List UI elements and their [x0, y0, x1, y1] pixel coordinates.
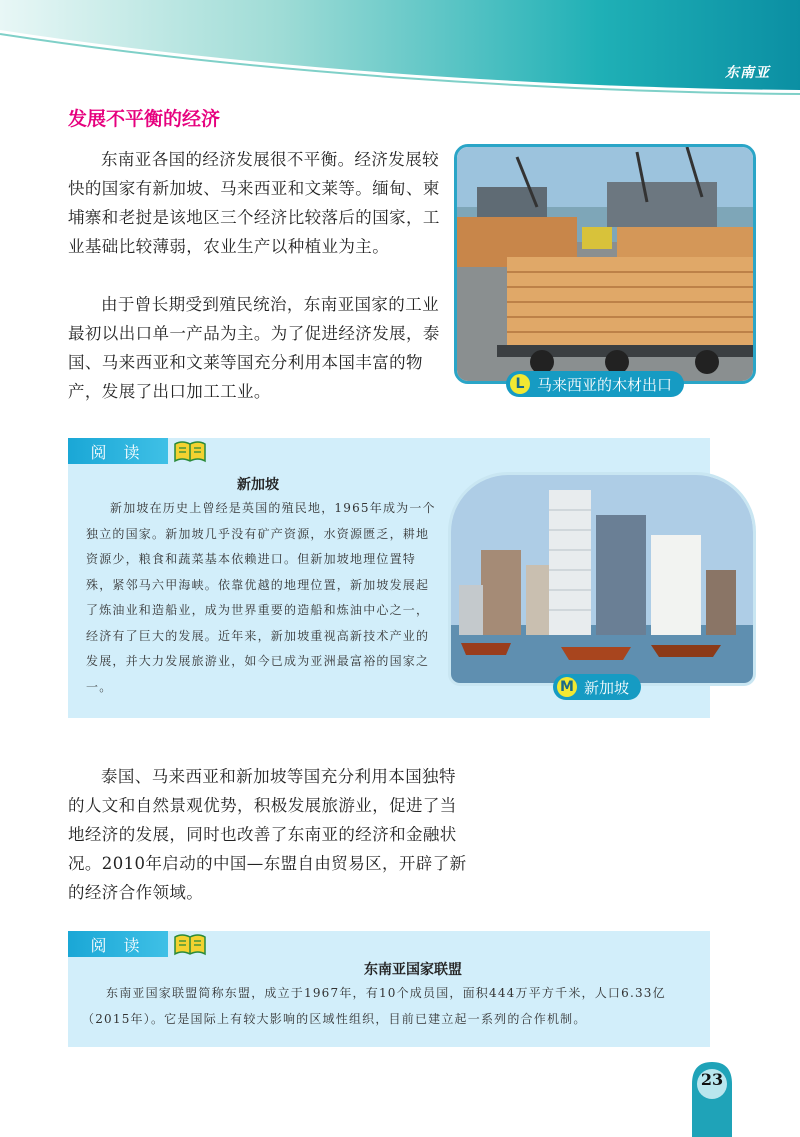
caption-letter-l: L [510, 374, 530, 394]
reading-heading-singapore: 新加坡 [237, 477, 279, 493]
paragraph-3: 泰国、马来西亚和新加坡等国充分利用本国独特的人文和自然景观优势，积极发展旅游业，促进了当地经济的发展，同时也改善了东南亚的经济和金融状况。2010年启动的中国—东盟自由贸易区，开辟了新的经济合作领域。 [68, 767, 467, 902]
caption-text: 新加坡 [584, 678, 630, 697]
timber-export-caption [506, 371, 684, 397]
timber-export-photo [454, 144, 756, 384]
book-icon [173, 440, 207, 464]
paragraph-2: 由于曾长期受到殖民统治，东南亚国家的工业最初以出口单一产品为主。为了促进经济发展，泰国、马来西亚和文莱等国充分利用本国丰富的物产，发展了出口加工工业。 [68, 295, 440, 401]
reading-tag: 阅 读 [68, 931, 168, 957]
section-title: 发展不平衡的经济 [68, 108, 221, 130]
page-number: 23 [700, 1070, 724, 1089]
chapter-label: 东南亚 [725, 65, 770, 81]
singapore-caption [553, 674, 641, 700]
reading-tag: 阅 读 [68, 438, 168, 464]
header-band [0, 0, 800, 95]
reading-heading-asean: 东南亚国家联盟 [364, 962, 462, 978]
reading-body-asean: 东南亚国家联盟简称东盟，成立于1967年，有10个成员国，面积444万平方千米，人口6.33亿（2015年）。它是国际上有较大影响的区域性组织，目前已建立起一系列的合作机制。 [82, 986, 666, 1026]
book-icon [173, 933, 207, 957]
reading-body-singapore: 新加坡在历史上曾经是英国的殖民地，1965年成为一个独立的国家。新加坡几乎没有矿产资源，水资源匮乏，耕地资源少，粮食和蔬菜基本依赖进口。但新加坡地理位置特殊，紧邻马六甲海峡。依靠优越的地理位置，新加坡发展起了炼油业和造船业，成为世界重要的造船和炼油中心之一，经济有了巨大的发展。近年来，新加坡重视高新技术产业的发展，并大力发展旅游业，如今已成为亚洲最富裕的国家之一。 [86, 501, 436, 694]
caption-letter-m: M [557, 677, 577, 697]
reading-box-asean [68, 931, 710, 1047]
caption-text: 马来西亚的木材出口 [537, 375, 673, 394]
paragraph-1: 东南亚各国的经济发展很不平衡。经济发展较快的国家有新加坡、马来西亚和文莱等。缅甸、柬埔寨和老挝是该地区三个经济比较落后的国家，工业基础比较薄弱，农业生产以种植业为主。 [68, 150, 440, 256]
singapore-photo [448, 472, 756, 686]
